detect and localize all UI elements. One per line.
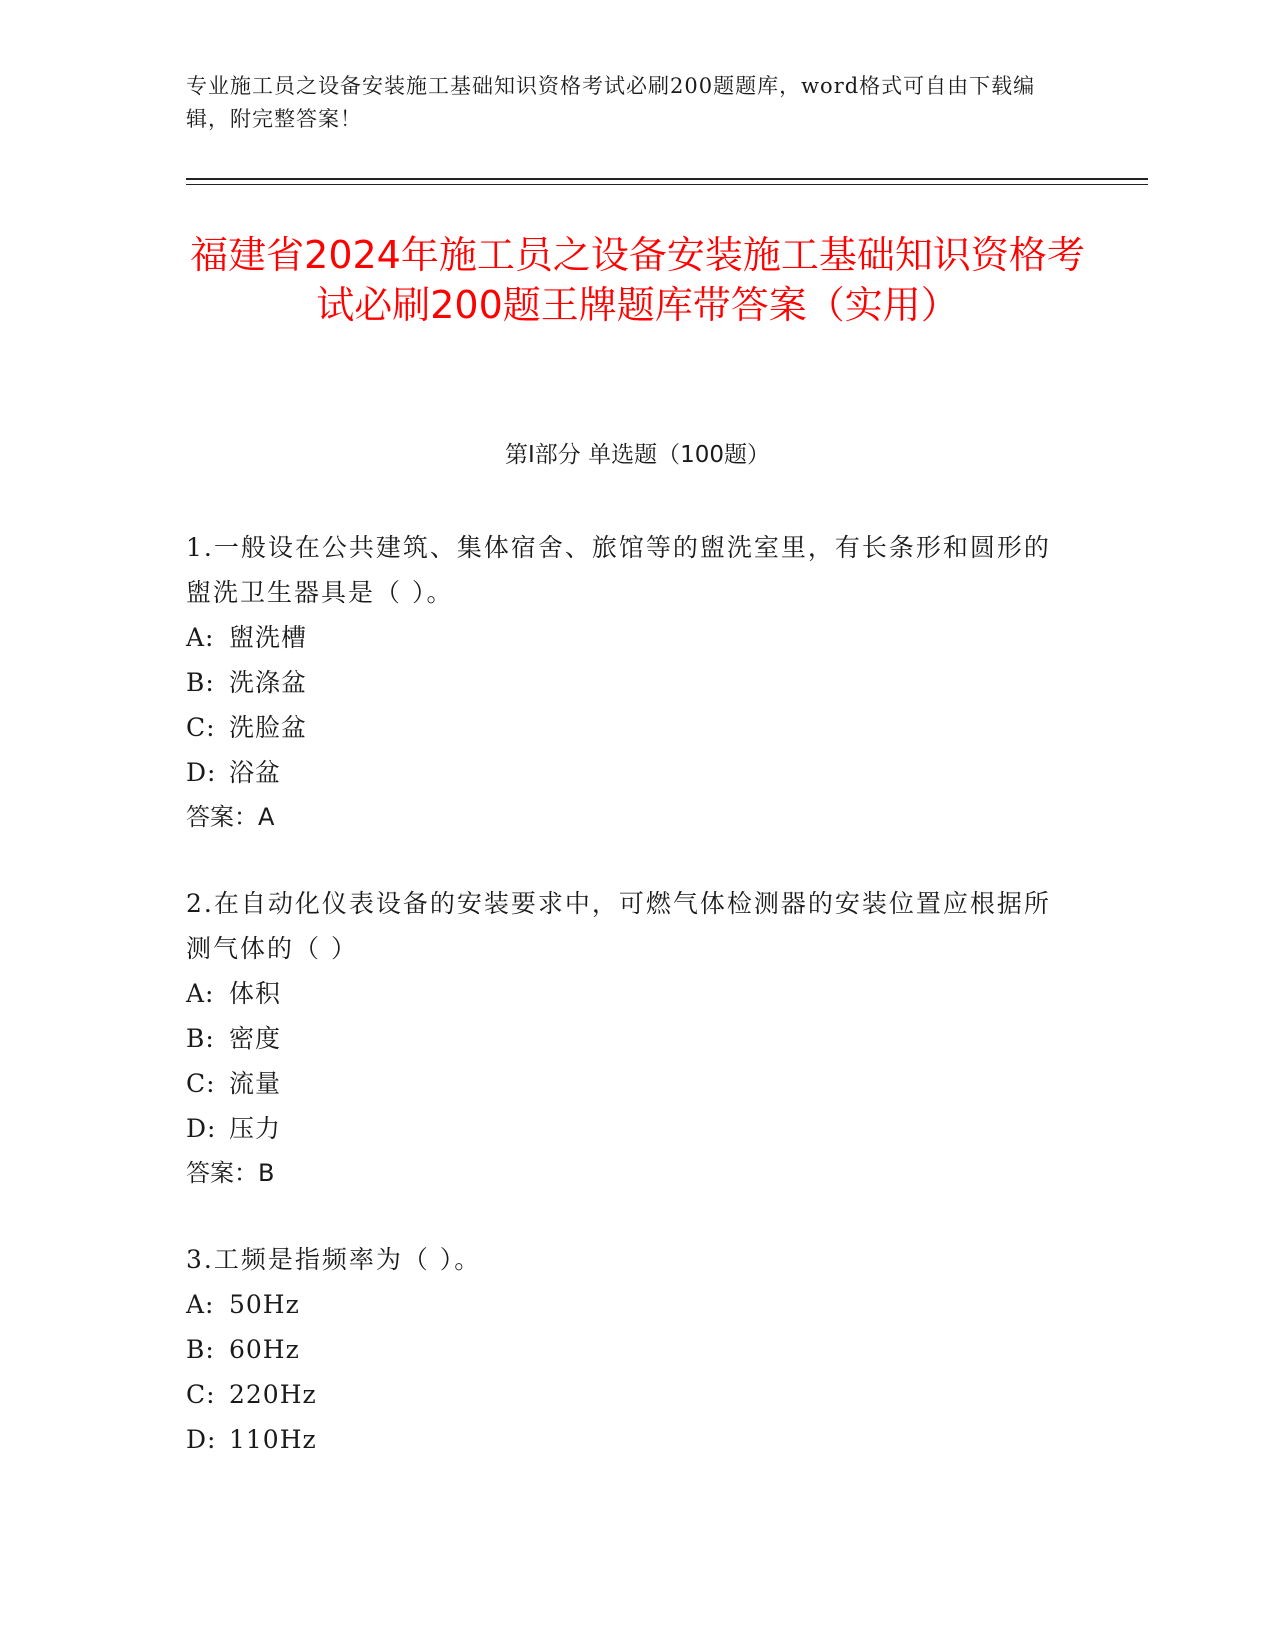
question-stem: 1.一般设在公共建筑、集体宿舍、旅馆等的盥洗室里，有长条形和圆形的盥洗卫生器具是（ ）。 [186,533,1051,607]
question-2 [186,881,1066,1196]
option-key: D: [186,758,217,787]
option-key: C: [186,713,216,742]
option-text: 洗涤盆 [229,668,308,697]
header-divider-thick [186,178,1148,180]
option-text: 流量 [229,1069,282,1098]
option-b [186,1327,1066,1372]
option-text: 体积 [229,979,282,1008]
option-key: C: [186,1380,216,1409]
option-c [186,1372,1066,1417]
document-title: 福建省2024年施工员之设备安装施工基础知识资格考试必刷200题王牌题库带答案（实用） [190,233,1085,327]
option-c [186,705,1066,750]
header-note: 专业施工员之设备安装施工基础知识资格考试必刷200题题库，word格式可自由下载编辑，附完整答案！ [186,74,1036,131]
option-text: 220Hz [229,1380,317,1409]
option-text: 密度 [229,1024,282,1053]
option-text: 浴盆 [229,758,282,787]
option-key: B: [186,1335,215,1364]
answer: 答案：B [186,1159,275,1187]
option-key: A: [186,623,215,652]
option-c [186,1061,1066,1106]
option-d [186,1106,1066,1151]
option-a [186,1282,1066,1327]
question-list [186,525,1066,1503]
question-stem: 2.在自动化仪表设备的安装要求中，可燃气体检测器的安装位置应根据所测气体的（ ） [186,889,1051,963]
question-3 [186,1237,1066,1462]
answer: 答案：A [186,803,275,831]
option-key: A: [186,979,215,1008]
option-d [186,1417,1066,1462]
option-key: D: [186,1114,217,1143]
option-a [186,971,1066,1016]
option-key: A: [186,1290,215,1319]
header-divider-thin [186,184,1148,185]
option-text: 60Hz [229,1335,300,1364]
option-text: 洗脸盆 [229,713,308,742]
option-key: B: [186,668,215,697]
option-text: 压力 [229,1114,282,1143]
option-d [186,750,1066,795]
option-text: 盥洗槽 [229,623,308,652]
option-text: 50Hz [229,1290,300,1319]
option-key: D: [186,1425,217,1454]
question-1 [186,525,1066,840]
option-key: B: [186,1024,215,1053]
option-key: C: [186,1069,216,1098]
option-b [186,1016,1066,1061]
option-text: 110Hz [229,1425,317,1454]
option-a [186,615,1066,660]
option-b [186,660,1066,705]
section-title: 第I部分 单选题（100题） [505,442,770,468]
question-stem: 3.工频是指频率为（ ）。 [186,1245,482,1274]
